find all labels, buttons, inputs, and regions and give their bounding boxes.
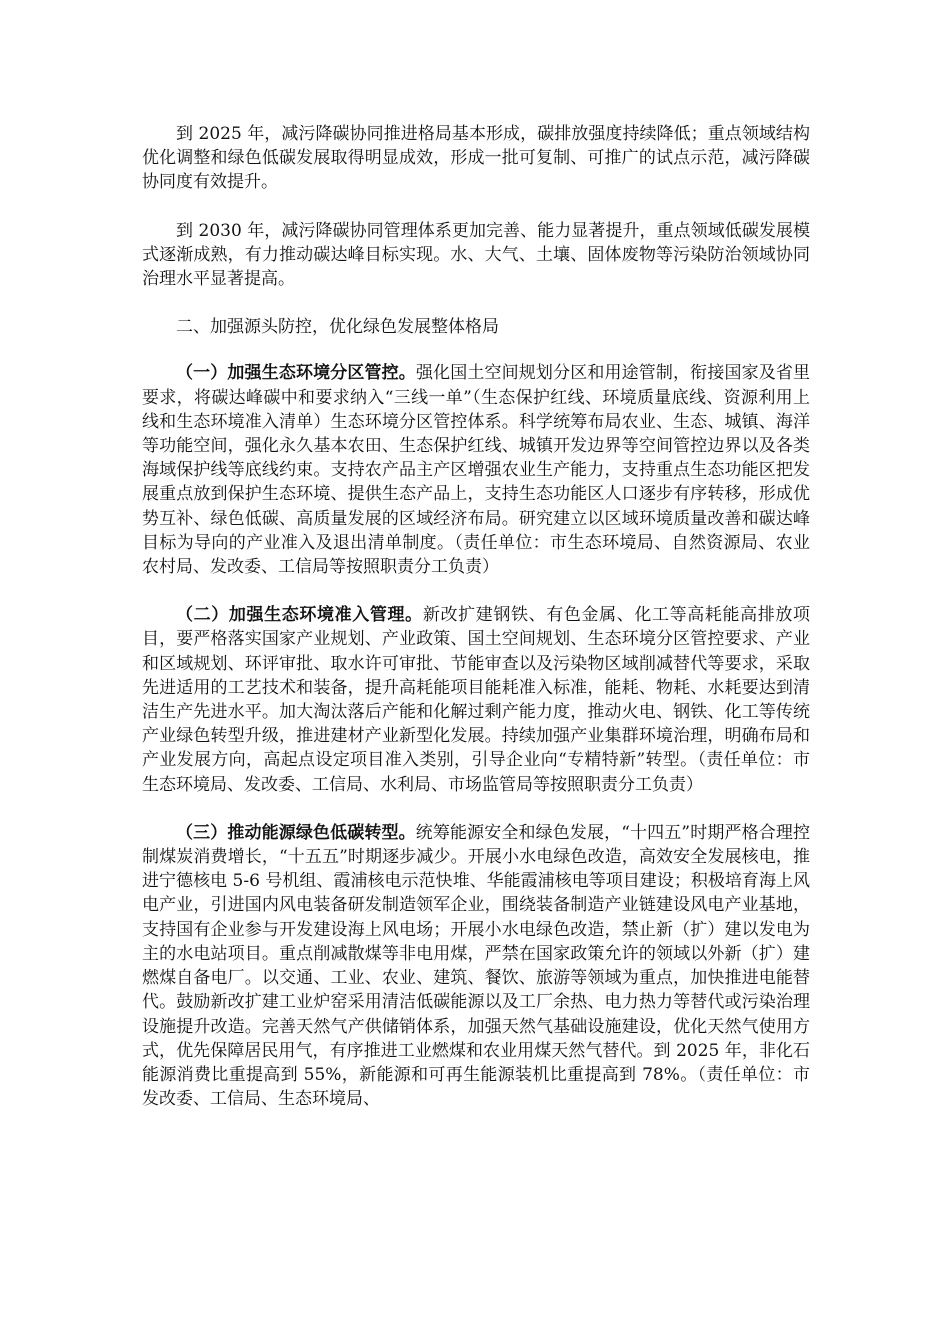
section-heading [142,315,810,339]
paragraph-text: 新改扩建钢铁、有色金属、化工等高耗能高排放项目，要严格落实国家产业规划、产业政策、国土空间规划、生态环境分区管控要求、产业和区域规划、环评审批、取水许可审批、节能审查以及污染物区域削减替代等要求，采取先进适用的工艺技术和装备，提升高耗能项目能耗准入标准，能耗、物耗、水耗要达到清洁生产先进水平。加大淘汰落后产能和化解过剩产能力度，推动火电、钢铁、化工等传统产业绿色转型升级，推进建材产业新型化发展。持续加强产业集群环境治理，明确布局和产业发展方向，高起点设定项目准入类别，引导企业向“专精特新”转型。（责任单位：市生态环境局、发改委、工信局、水利局、市场监管局等按照职责分工负责） [142,605,811,795]
paragraph-text: 统筹能源安全和绿色发展，“十四五”时期严格合理控制煤炭消费增长，“十五五”时期逐步减少。开展小水电绿色改造，高效安全发展核电，推进宁德核电 5-6 号机组、霞浦核电示范快堆、华能霞浦核电等项目建设；积极培育海上风电产业，引进国内风电装备研发制造领军企业，围绕装备制造产业链建设风电产业基地，支持国有企业参与开发建设海上风电场；开展小水电绿色改造，禁止新（扩）建以发电为主的水电站项目。重点削减散煤等非电用煤，严禁在国家政策允许的领域以外新（扩）建燃煤自备电厂。以交通、工业、农业、建筑、餐饮、旅游等领域为重点，加快推进电能替代。鼓励新改扩建工业炉窑采用清洁低碳能源以及工厂余热、电力热力等替代或污染治理设施提升改造。完善天然气产供储销体系，加强天然气基础设施建设，优化天然气使用方式，优先保障居民用气，有序推进工业燃煤和农业用煤天然气替代。到 2025 年，非化石能源消费比重提高到 55%，新能源和可再生能源装机比重提高到 78%。（责任单位：市发改委、工信局、生态环境局、 [142,822,810,1110]
paragraph-access-management [142,603,810,797]
section-heading-text: 二、加强源头防控，优化绿色发展整体格局 [176,317,499,338]
paragraph-text: 到 2030 年，减污降碳协同管理体系更加完善、能力显著提升，重点领域低碳发展模式逐渐成熟，有力推动碳达峰目标实现。水、大气、土壤、固体废物等污染防治领域协同治理水平显著提高。 [142,220,810,290]
paragraph-2025-goals [142,122,810,195]
paragraph-text: 强化国土空间规划分区和用途管制，衔接国家及省里要求，将碳达峰碳中和要求纳入“三线一单”（生态保护红线、环境质量底线、资源利用上线和生态环境准入清单）生态环境分区管控体系。科学统筹布局农业、生态、城镇、海洋等功能空间，强化永久基本农田、生态保护红线、城镇开发边界等空间管控边界以及各类海域保护线等底线约束。支持农产品主产区增强农业生产能力，支持重点生态功能区把发展重点放到保护生态环境、提供生态产品上，支持生态功能区人口逐步有序转移，形成优势互补、绿色低碳、高质量发展的区域经济布局。研究建立以区域环境质量改善和碳达峰目标为导向的产业准入及退出清单制度。（责任单位：市生态环境局、自然资源局、农业农村局、发改委、工信局等按照职责分工负责） [142,363,811,578]
paragraph-text: 到 2025 年，减污降碳协同推进格局基本形成，碳排放强度持续降低；重点领域结构优化调整和绿色低碳发展取得明显成效，形成一批可复制、可推广的试点示范，减污降碳协同度有效提升。 [142,124,810,193]
subsection-title: （三）推动能源绿色低碳转型。 [176,822,416,843]
subsection-title: （二）加强生态环境准入管理。 [176,605,423,626]
paragraph-energy-transition [142,821,810,1111]
paragraph-2030-goals [142,219,810,292]
subsection-title: （一）加强生态环境分区管控。 [176,363,416,384]
paragraph-zoning-control [142,361,810,579]
